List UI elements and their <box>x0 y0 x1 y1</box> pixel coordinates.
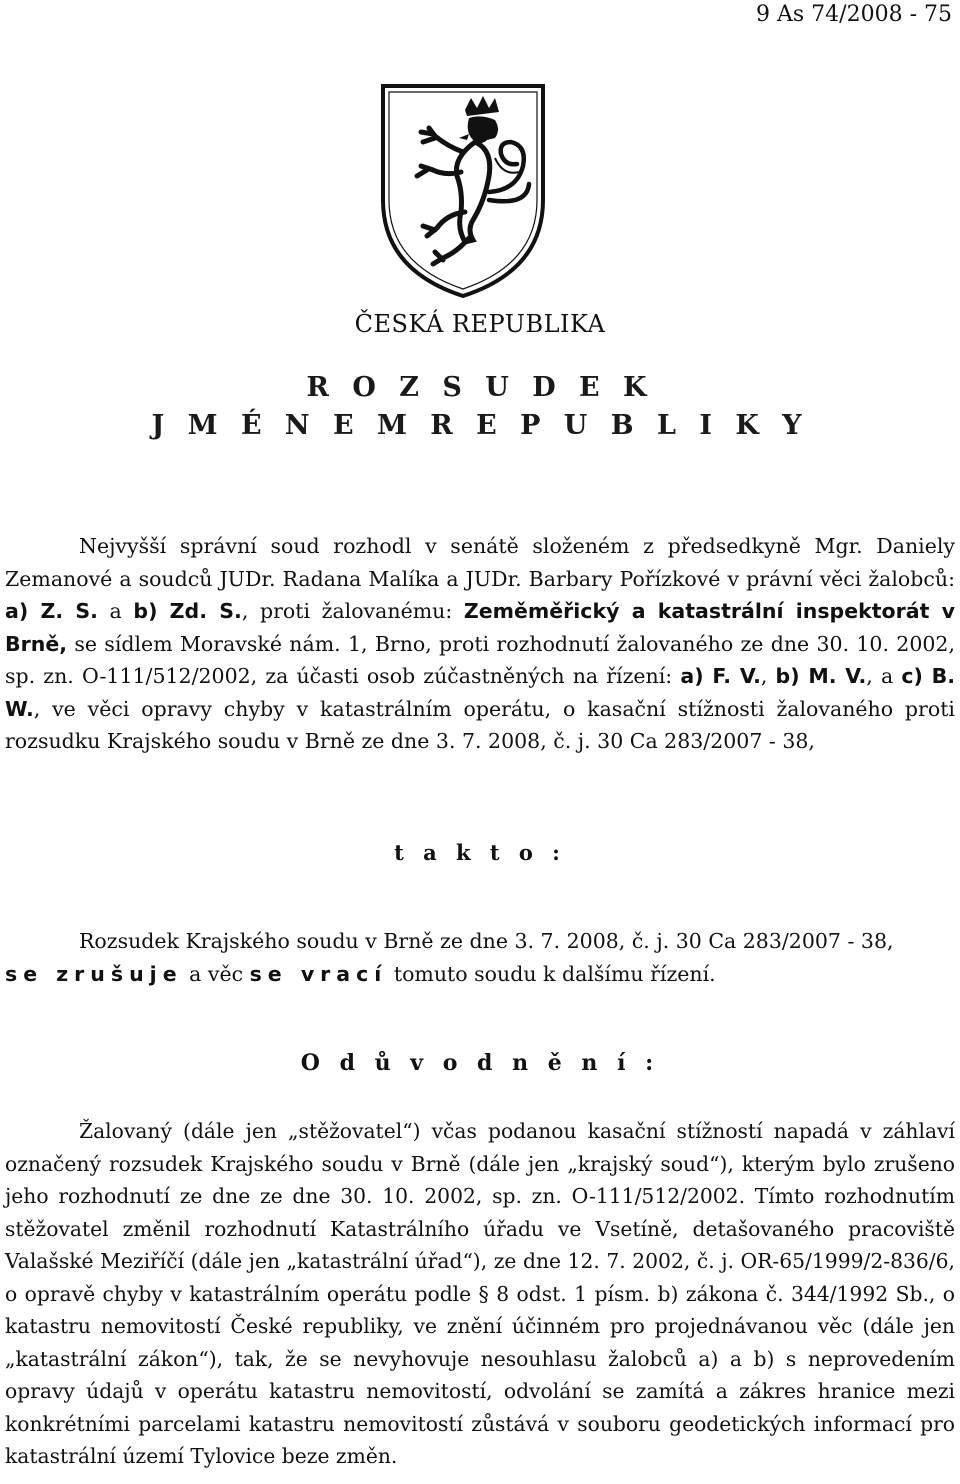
intro-text: , ve věci opravy chyby v katastrálním operátu, o kasační stížnosti žalovaného proti rozsudku Krajského soudu v Brně ze dne 3. 7. 2008, č. j. 30 Ca 283/2007 - 38, <box>5 696 955 753</box>
judgment-title: R O Z S U D E K <box>306 372 654 403</box>
reasoning-paragraph: Žalovaný (dále jen „stěžovatel“) včas podanou kasační stížností napadá v záhlaví označený rozsudek Krajského soudu v Brně (dále jen „krajský soud“), kterým bylo zrušeno jeho rozhodnutí ze dne ze dne 30. 10. 2002, sp. zn. O-111/512/2002. Tímto rozhodnutím stěžovatel změnil rozhodnutí Katastrálního úřadu ve Vsetíně, detašovaného pracoviště Valašské Meziříčí (dále jen „katastrální úřad“), ze dne 12. 7. 2002, č. j. OR-65/1999/2-836/6, o opravě chyby v katastrálním operátu podle § 8 odst. 1 písm. b) zákona č. 344/1992 Sb., o katastru nemovitostí České republiky, ve znění účinném pro projednávanou věc (dále jen „katastrální zákon“), tak, že se nevyhovuje nesouhlasu žalobců a) a b) s neprovedením opravy údajů v operátu katastru nemovitostí, odvolání se zamítá a zákres hranice mezi konkrétními parcelami katastru nemovitostí zůstává v souboru geodetických informací pro katastrální území Tylovice beze změn. <box>5 1119 955 1468</box>
czech-lion-coat-of-arms-icon <box>377 80 549 302</box>
case-number: 9 As 74/2008 - 75 <box>756 2 952 27</box>
intro-text: , proti žalovanému: <box>241 599 464 623</box>
intro-text: , a <box>866 664 902 688</box>
verdict-line: Rozsudek Krajského soudu v Brně ze dne 3. 7. 2008, č. j. 30 Ca 283/2007 - 38, <box>79 929 894 953</box>
intro-text: a <box>97 599 134 623</box>
verdict-text: tomuto soudu k dalšímu řízení. <box>387 961 716 986</box>
intro-text: Nejvyšší správní soud rozhodl v senátě složeném z předsedkyně Mgr. Daniely Zemanové a soudců JUDr. Radana Malíka a JUDr. Barbary Pořízkové v právní věci žalobců: <box>5 534 955 591</box>
state-name: ČESKÁ REPUBLIKA <box>354 310 606 338</box>
verdict-text: a věc <box>182 961 250 986</box>
verdict-remand: se vrací <box>249 961 388 986</box>
verdict-label: t a k t o : <box>394 840 566 865</box>
party-participant-a: a) F. V. <box>680 664 761 688</box>
party-participant-c: c) B. W. <box>5 664 956 721</box>
verdict-paragraph <box>5 925 955 990</box>
party-defendant: Zeměměřický a katastrální inspektorát v Brně, <box>5 599 955 656</box>
intro-paragraph <box>5 530 955 758</box>
verdict-annulment: se zrušuje <box>5 961 183 986</box>
reasoning-label: O d ů v o d n ě n í : <box>300 1050 660 1076</box>
party-participant-b: b) M. V. <box>775 664 867 688</box>
party-plaintiff-b: b) Zd. S. <box>133 599 242 623</box>
intro-text: se sídlem Moravské nám. 1, Brno, proti rozhodnutí žalovaného ze dne 30. 10. 2002, sp. zn. O-111/512/2002, za účasti osob zúčastněných na řízení: <box>5 631 955 688</box>
judgment-subtitle: J M É N E M R E P U B L I K Y <box>151 410 809 441</box>
party-plaintiff-a: a) Z. S. <box>5 599 98 623</box>
intro-text: , <box>760 664 776 688</box>
